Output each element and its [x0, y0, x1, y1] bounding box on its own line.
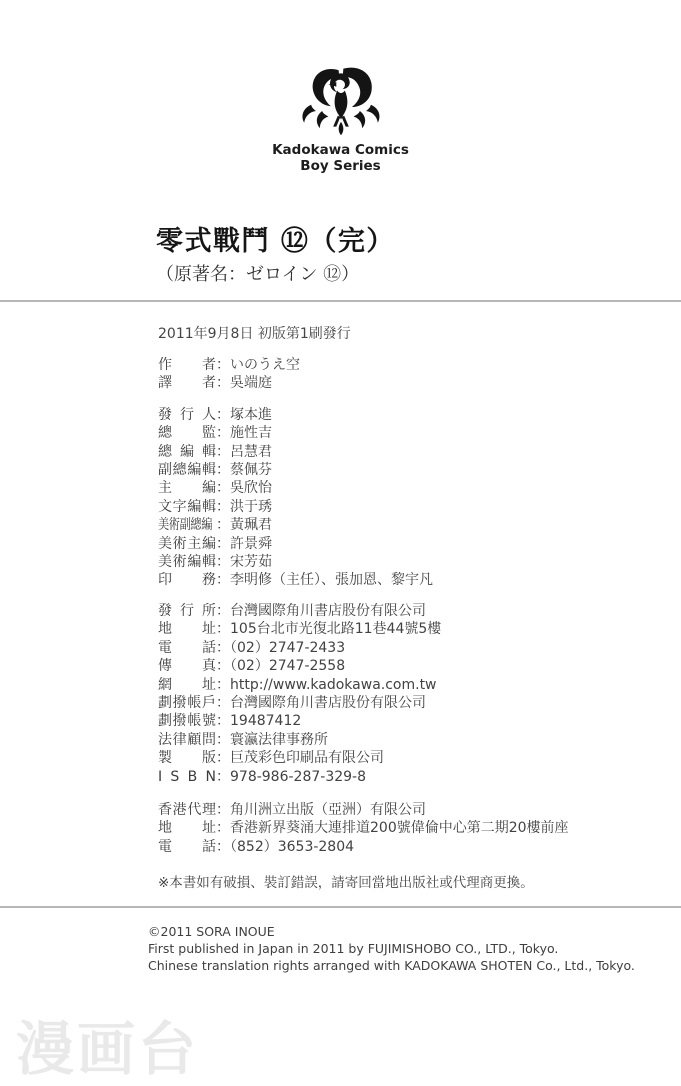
field-label: 發 行 人 — [158, 406, 216, 423]
colophon-row — [158, 657, 681, 675]
field-colon: ： — [216, 443, 230, 460]
colophon-row — [158, 801, 681, 819]
field-label: 網 址 — [158, 676, 216, 693]
field-value: 呂慧君 — [230, 443, 272, 460]
field-colon: ： — [216, 713, 230, 730]
field-label: 劃撥帳號 — [158, 713, 216, 730]
field-value: 台灣國際角川書店股份有限公司 — [230, 602, 426, 619]
copyright-block — [148, 923, 681, 974]
field-label: 作 者 — [158, 357, 216, 373]
field-value: 黃珮君 — [230, 517, 272, 534]
field-value: （02）2747-2558 — [230, 658, 346, 675]
field-colon: ： — [216, 639, 230, 656]
field-value: （852）3653-2804 — [230, 838, 355, 855]
colophon-row — [158, 749, 681, 767]
field-label: 製 版 — [158, 750, 216, 767]
logo-line2: Boy Series — [300, 158, 381, 174]
field-colon: ： — [216, 572, 230, 589]
field-colon: ： — [216, 517, 230, 534]
publisher-section — [158, 602, 681, 786]
field-label: 總 監 — [158, 425, 216, 442]
field-colon: ： — [216, 768, 230, 785]
colophon-row — [158, 479, 681, 497]
field-value: （02）2747-2433 — [230, 639, 346, 656]
field-label: 地 址 — [158, 621, 216, 638]
field-colon: ： — [216, 535, 230, 552]
copyright-line: Chinese translation rights arranged with KADOKAWA SHOTEN Co., Ltd., Tokyo. — [148, 958, 635, 974]
field-value: 李明修（主任）、張加恩、黎宇凡 — [230, 572, 433, 589]
isbn-value: 978-986-287-329-8 — [230, 768, 367, 785]
field-colon: ： — [216, 480, 230, 497]
copyright-line: First published in Japan in 2011 by FUJIMISHOBO CO., LTD., Tokyo. — [148, 941, 559, 957]
field-colon: ： — [216, 602, 230, 619]
field-value: 宋芳茹 — [230, 554, 272, 571]
field-colon: ： — [216, 406, 230, 423]
logo-line1: Kadokawa Comics — [272, 142, 409, 158]
colophon-row — [158, 676, 681, 694]
website-url: http://www.kadokawa.com.tw — [230, 676, 437, 693]
colophon-row — [158, 712, 681, 730]
field-value: 105台北市光復北路11巷44號5樓 — [230, 621, 442, 638]
field-label: 主 編 — [158, 480, 216, 497]
field-label: 文字編輯 — [158, 498, 216, 515]
colophon-row — [158, 819, 681, 837]
field-colon: ： — [216, 425, 230, 442]
field-colon: ： — [216, 820, 230, 837]
field-value: 吳端庭 — [230, 375, 272, 392]
colophon-row — [158, 461, 681, 479]
field-label: 電 話 — [158, 639, 216, 656]
field-label: 發 行 所 — [158, 602, 216, 619]
colophon-row — [158, 498, 681, 516]
field-label: I S B N — [158, 768, 216, 785]
site-watermark: 漫画台 — [16, 1015, 200, 1083]
field-label: 地 址 — [158, 820, 216, 837]
phoenix-icon — [294, 60, 388, 140]
field-label: 總 編 輯 — [158, 443, 216, 460]
field-colon: ： — [216, 750, 230, 767]
edition-date: 2011年9月8日 初版第1刷發行 — [158, 326, 351, 342]
field-colon: ： — [216, 357, 230, 373]
colophon-row — [158, 443, 681, 461]
field-label: 電 話 — [158, 838, 216, 855]
colophon-row — [158, 639, 681, 657]
field-colon: ： — [216, 838, 230, 855]
copyright-line: ©2011 SORA INOUE — [148, 924, 275, 940]
colophon-row — [158, 838, 681, 856]
colophon-row — [158, 374, 681, 392]
field-label: 法律顧問 — [158, 731, 216, 748]
colophon-row — [158, 356, 681, 374]
colophon-row — [158, 731, 681, 749]
field-value: 蔡佩芬 — [230, 462, 272, 479]
title-block — [156, 226, 681, 287]
colophon-row — [158, 620, 681, 638]
book-title: 零式戰鬥 ⑫（完） — [156, 226, 395, 257]
colophon-row — [158, 694, 681, 712]
divider-bottom — [0, 906, 681, 908]
field-label: 印 務 — [158, 572, 216, 589]
field-value: 巨茂彩色印刷品有限公司 — [230, 750, 384, 767]
field-label: 美術副總編 — [158, 517, 212, 534]
colophon-row — [158, 516, 681, 534]
field-value: 施性吉 — [230, 425, 272, 442]
field-value: 洪于琇 — [230, 498, 272, 515]
field-value: 香港新界葵涌大連排道200號偉倫中心第二期20樓前座 — [230, 820, 569, 837]
field-value: 寰瀛法律事務所 — [230, 731, 328, 748]
field-colon: ： — [216, 462, 230, 479]
colophon-row — [158, 602, 681, 620]
field-value: 許景舜 — [230, 535, 272, 552]
logo-series-name — [256, 142, 426, 174]
field-label: 美術主編 — [158, 535, 216, 552]
colophon-row — [158, 571, 681, 589]
staff-section — [158, 406, 681, 590]
field-colon: ： — [216, 375, 230, 392]
colophon-row — [158, 768, 681, 786]
field-value: 角川洲立出版（亞洲）有限公司 — [230, 801, 426, 818]
colophon-row — [158, 553, 681, 571]
colophon-row — [158, 424, 681, 442]
field-value: 台灣國際角川書店股份有限公司 — [230, 694, 426, 711]
field-colon: ： — [216, 676, 230, 693]
field-colon: ： — [216, 801, 230, 818]
publisher-logo — [256, 60, 426, 174]
field-label: 劃撥帳戶 — [158, 694, 216, 711]
field-colon: ： — [216, 731, 230, 748]
field-label: 副總編輯 — [158, 462, 216, 479]
original-title: （原著名：ゼロイン ⑫） — [156, 264, 360, 285]
field-label: 譯 者 — [158, 375, 216, 392]
field-colon: ： — [216, 554, 230, 571]
field-value: いのうえ空 — [230, 357, 300, 373]
divider-top — [0, 300, 681, 302]
field-label: 美術編輯 — [158, 554, 216, 571]
field-colon: ： — [216, 621, 230, 638]
credits-section — [158, 356, 681, 393]
field-colon: ： — [216, 498, 230, 515]
field-value: 19487412 — [230, 713, 302, 730]
hk-agent-section — [158, 801, 681, 856]
colophon-row — [158, 535, 681, 553]
field-value: 吳欣怡 — [230, 480, 272, 497]
field-label: 香港代理 — [158, 801, 216, 818]
field-colon: ： — [216, 694, 230, 711]
field-label: 傳 真 — [158, 658, 216, 675]
colophon-row — [158, 406, 681, 424]
field-value: 塚本進 — [230, 406, 272, 423]
damage-replacement-notice: ※本書如有破損、裝訂錯誤，請寄回當地出版社或代理商更換。 — [158, 875, 534, 892]
field-colon: ： — [216, 658, 230, 675]
